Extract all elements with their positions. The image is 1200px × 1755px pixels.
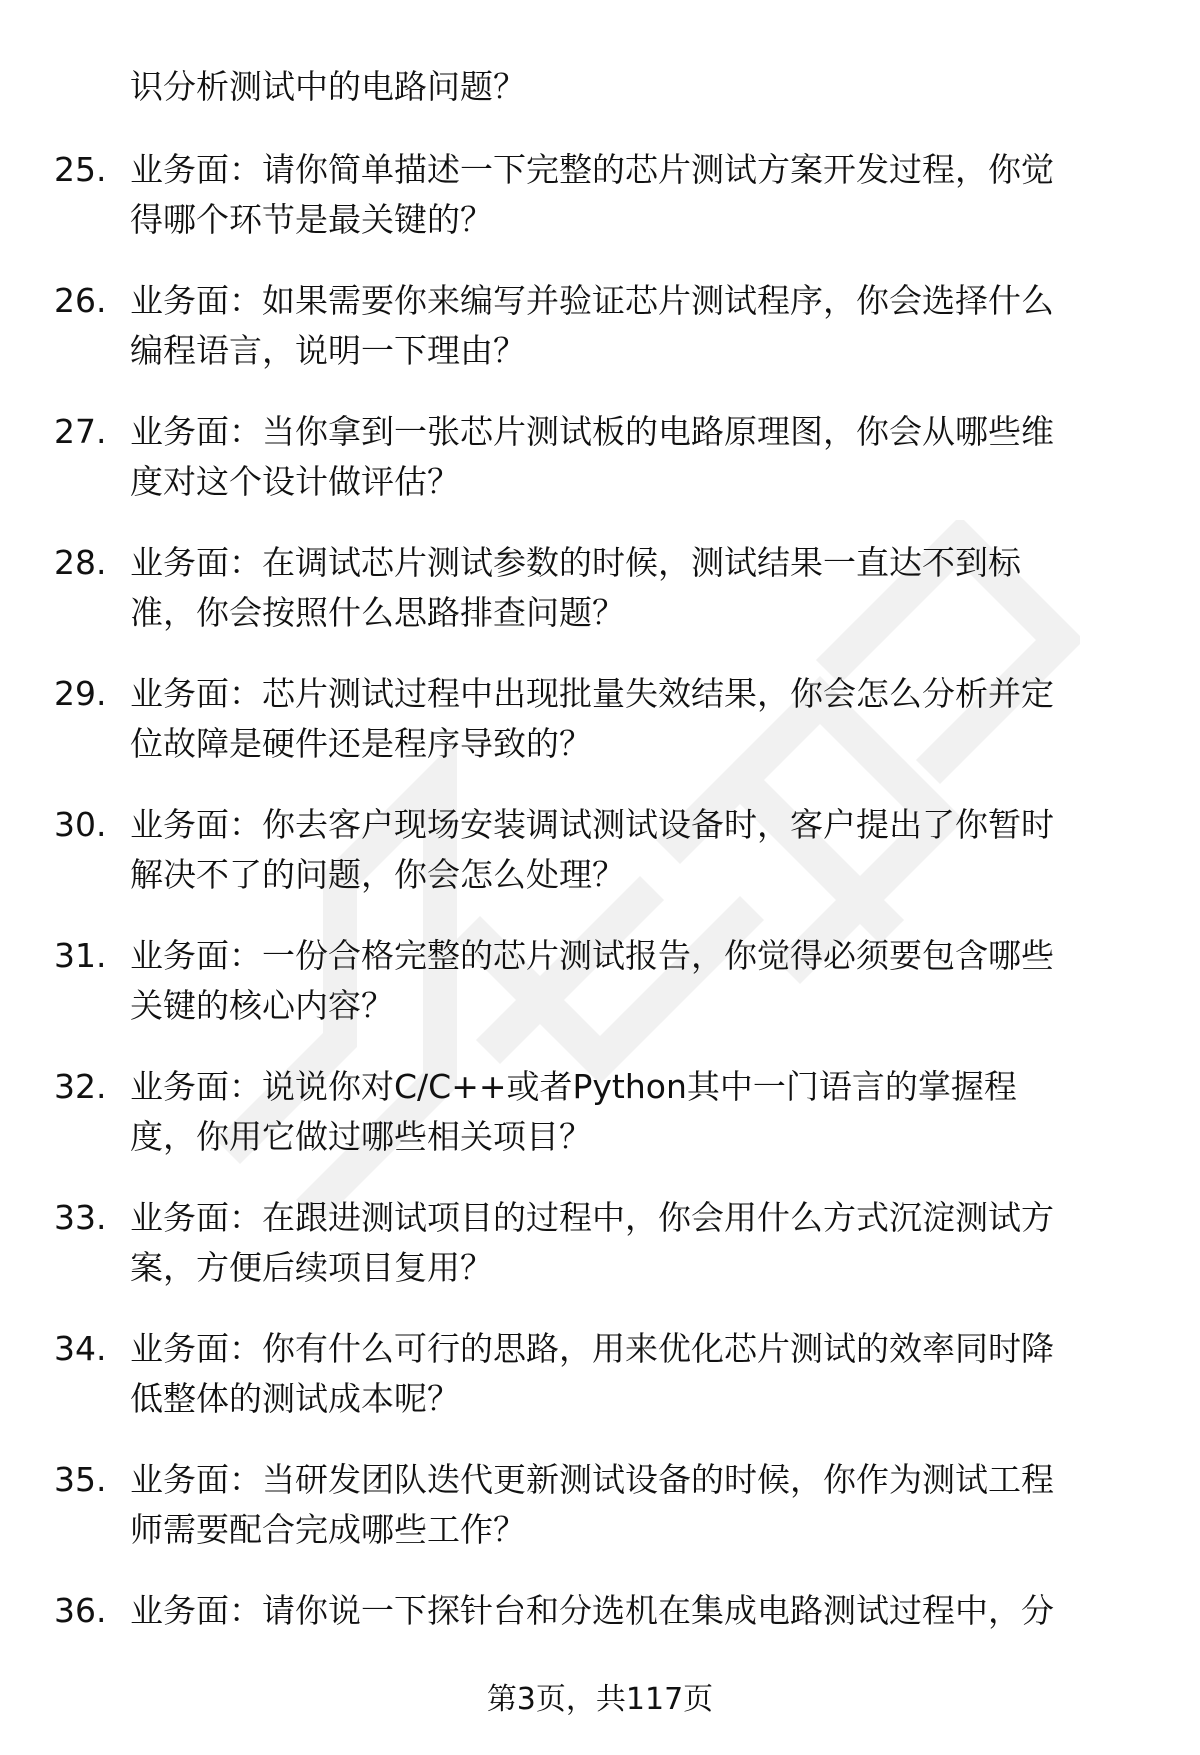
question-line: 编程语言，说明一下理由？ [130,331,526,370]
question-line: 准，你会按照什么思路排查问题？ [130,593,625,632]
question-number: 29. [54,674,107,713]
question-line: 业务面：一份合格完整的芯片测试报告，你觉得必须要包含哪些 [130,936,1054,975]
question-text [130,669,1140,769]
question-number: 33. [54,1198,107,1237]
question-line: 业务面：芯片测试过程中出现批量失效结果，你会怎么分析并定 [130,674,1054,713]
list-item [0,1193,1200,1324]
question-text [130,538,1140,638]
question-text [130,800,1140,900]
question-line: 业务面：说说你对C/C++或者Python其中一门语言的掌握程 [130,1067,1017,1106]
question-line: 业务面：请你简单描述一下完整的芯片测试方案开发过程，你觉 [130,150,1054,189]
question-line: 业务面：你有什么可行的思路，用来优化芯片测试的效率同时降 [130,1329,1054,1368]
list-item [0,931,1200,1062]
list-item [0,1324,1200,1455]
question-line: 业务面：在调试芯片测试参数的时候，测试结果一直达不到标 [130,543,1021,582]
question-number: 25. [54,150,107,189]
question-list [0,145,1200,1717]
question-text [130,1324,1140,1424]
question-number: 31. [54,936,107,975]
list-item [0,276,1200,407]
question-text [130,1586,1140,1636]
question-number: 26. [54,281,107,320]
question-text [130,1062,1140,1162]
question-line: 关键的核心内容？ [130,986,394,1025]
question-number: 30. [54,805,107,844]
list-item [0,538,1200,669]
question-number: 34. [54,1329,107,1368]
question-number: 32. [54,1067,107,1106]
question-line: 度，你用它做过哪些相关项目？ [130,1117,592,1156]
list-item [0,1062,1200,1193]
question-line: 业务面：当你拿到一张芯片测试板的电路原理图，你会从哪些维 [130,412,1054,451]
question-text [130,1193,1140,1293]
question-text [130,276,1140,376]
question-number: 28. [54,543,107,582]
list-item [0,1455,1200,1586]
question-line: 师需要配合完成哪些工作？ [130,1510,526,1549]
question-line: 得哪个环节是最关键的？ [130,200,493,239]
page-footer: 第3页，共117页 [486,1682,714,1717]
question-number: 36. [54,1591,107,1630]
question-line: 度对这个设计做评估？ [130,462,460,501]
question-text [130,931,1140,1031]
question-line: 低整体的测试成本呢？ [130,1379,460,1418]
question-line: 解决不了的问题，你会怎么处理？ [130,855,625,894]
question-line: 业务面：当研发团队迭代更新测试设备的时候，你作为测试工程 [130,1460,1054,1499]
question-text [130,407,1140,507]
question-line: 位故障是硬件还是程序导致的？ [130,724,592,763]
list-item [0,800,1200,931]
question-line: 案，方便后续项目复用？ [130,1248,493,1287]
question-line: 业务面：在跟进测试项目的过程中，你会用什么方式沉淀测试方 [130,1198,1054,1237]
question-line: 业务面：你去客户现场安装调试测试设备时，客户提出了你暂时 [130,805,1054,844]
previous-question-continuation: 识分析测试中的电路问题？ [130,67,526,106]
list-item [0,407,1200,538]
list-item [0,145,1200,276]
question-number: 35. [54,1460,107,1499]
question-number: 27. [54,412,107,451]
list-item [0,669,1200,800]
question-text [130,1455,1140,1555]
question-line: 业务面：请你说一下探针台和分选机在集成电路测试过程中，分 [130,1591,1054,1630]
question-text [130,145,1140,245]
question-line: 业务面：如果需要你来编写并验证芯片测试程序，你会选择什么 [130,281,1054,320]
